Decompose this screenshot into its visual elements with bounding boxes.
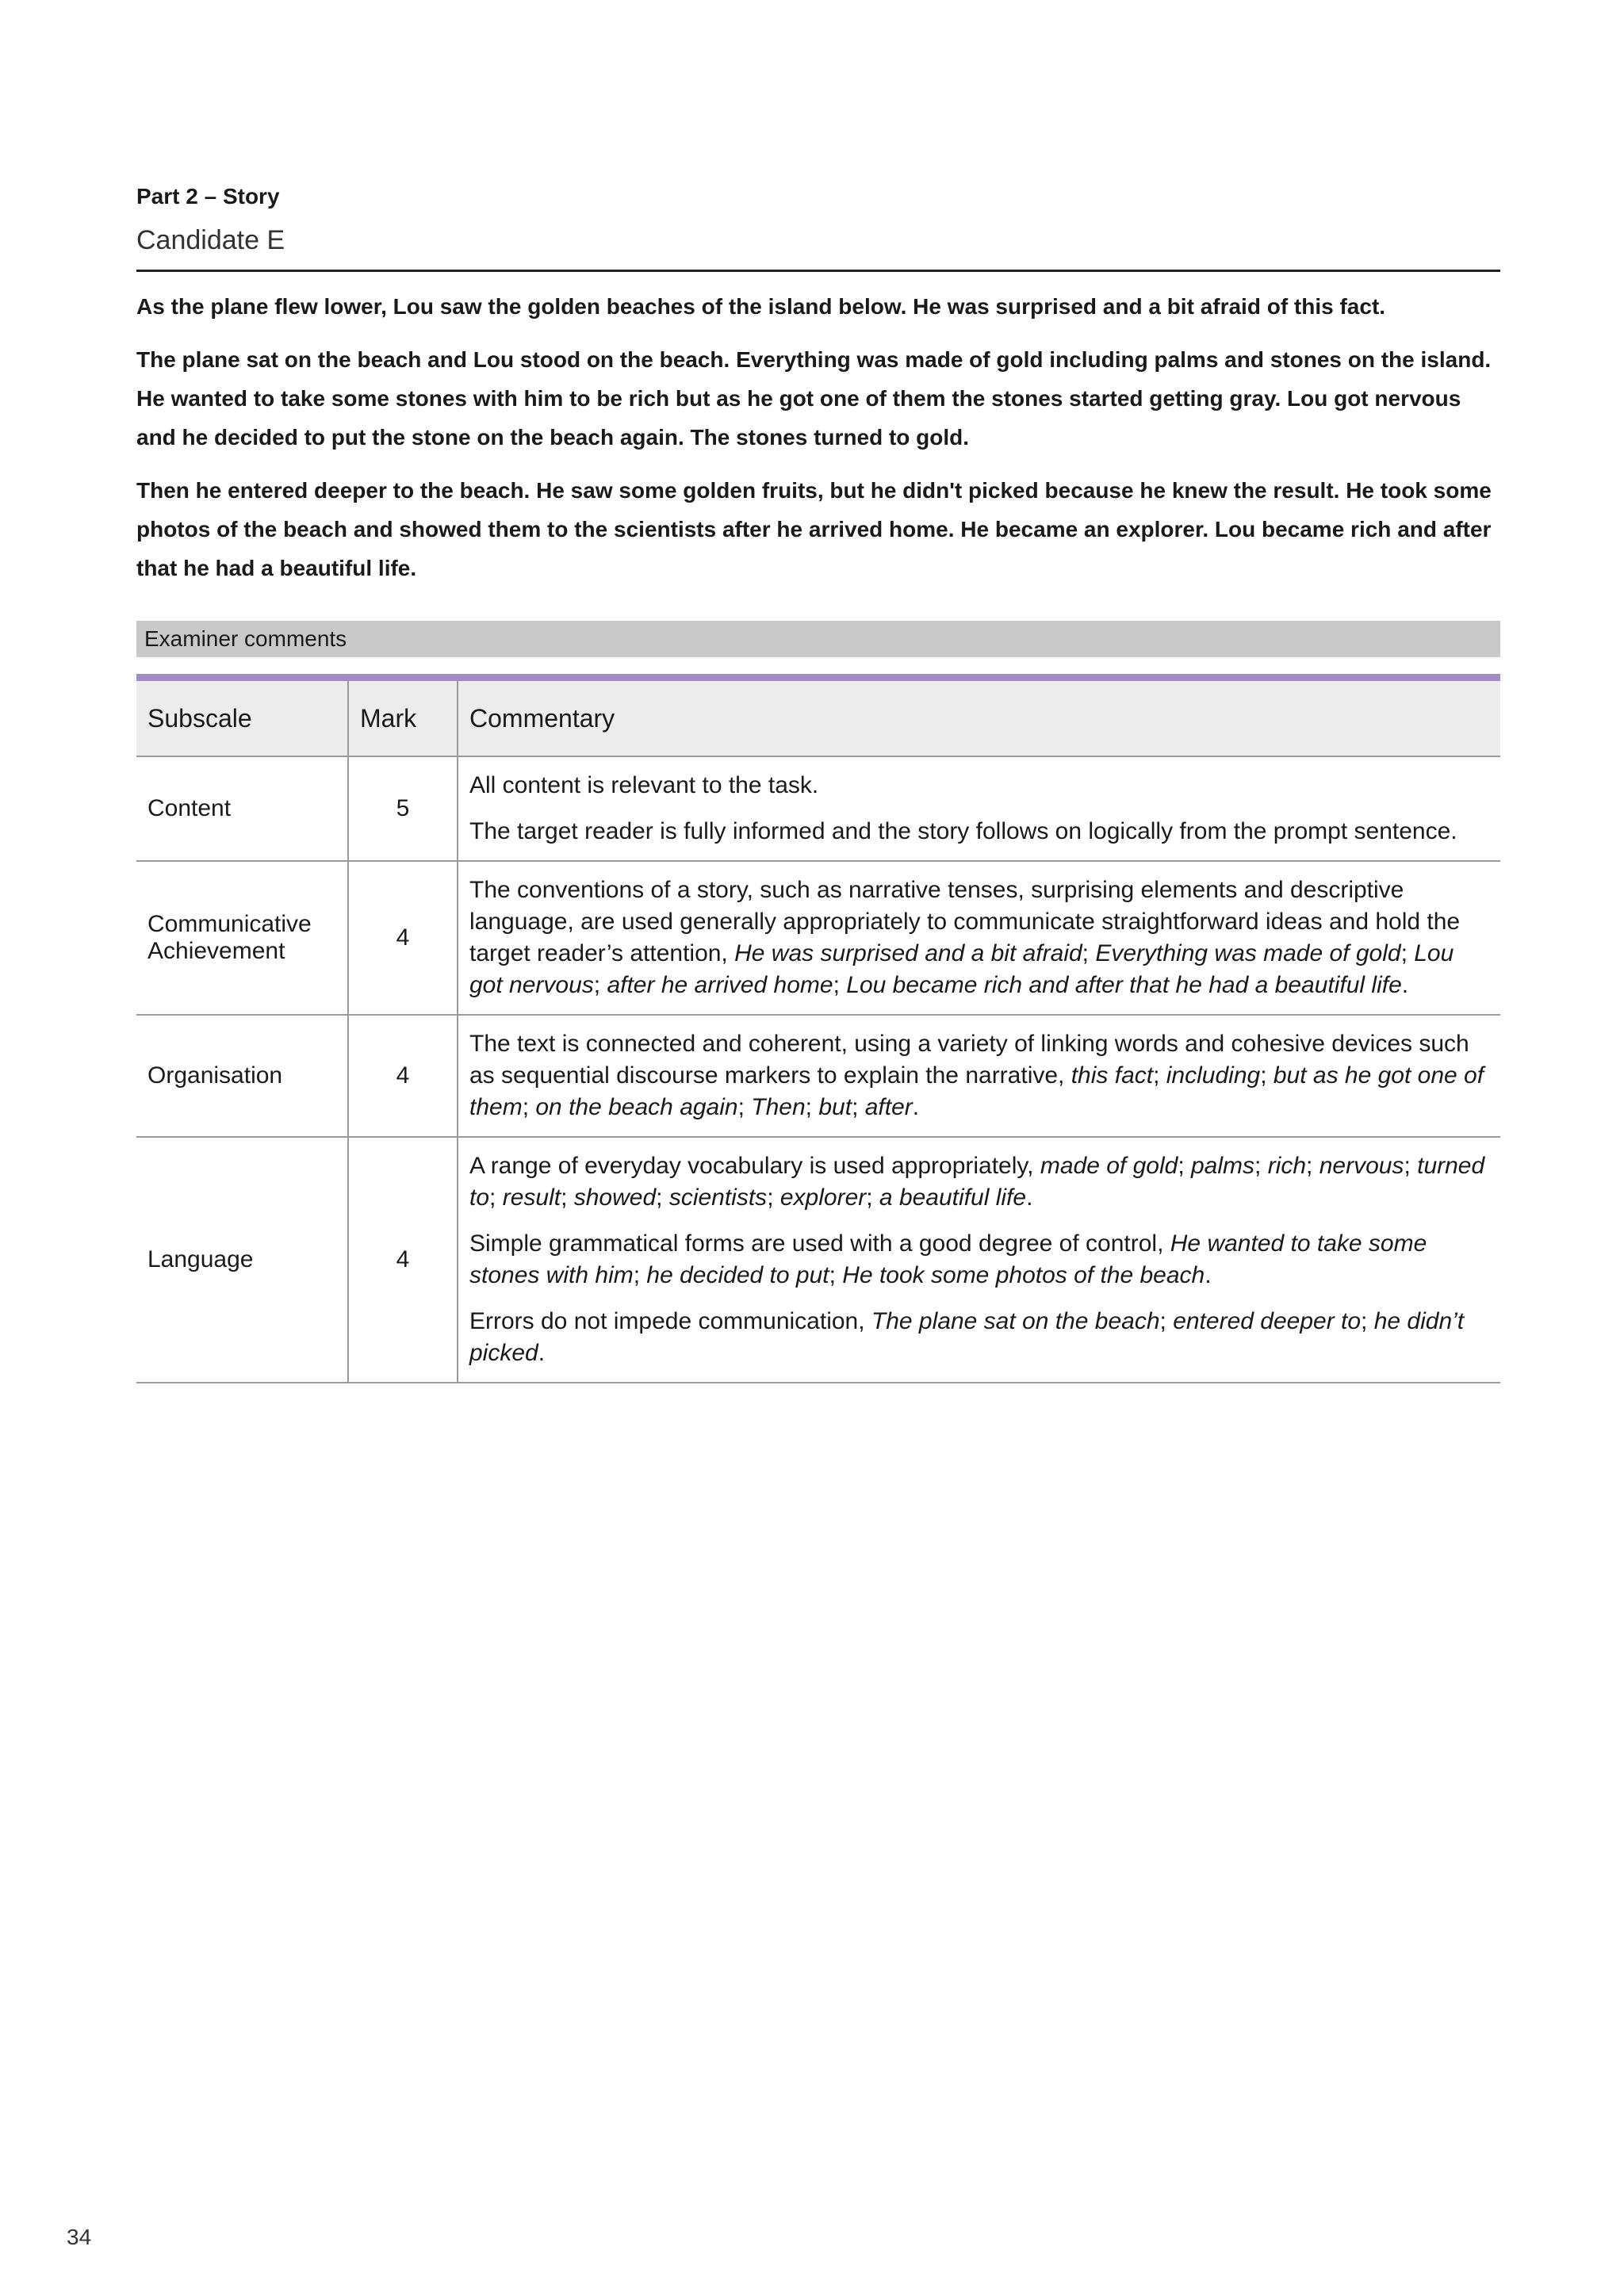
story-paragraph: The plane sat on the beach and Lou stood on the beach. Everything was made of gold including palms and stones on the island. He wanted to take some stones with him to be rich but as he got one of them the stones started getting gray. Lou got nervous and he decided to put the stone on the beach again. The stones turned to gold.	[136, 347, 1492, 450]
commentary-text: .	[1205, 1262, 1212, 1288]
commentary-text: .	[912, 1094, 920, 1120]
examiner-comments-table	[136, 674, 1500, 1383]
mark-cell: 5	[348, 756, 458, 861]
quoted-example: but as he got one of them	[469, 1062, 1484, 1120]
quoted-example: Everything was made of gold	[1095, 940, 1401, 966]
quoted-example: turned to	[469, 1153, 1485, 1211]
quoted-example: He was surprised and a bit afraid	[734, 940, 1082, 966]
mark-cell: 4	[348, 861, 458, 1015]
candidate-heading: Candidate E	[136, 225, 285, 255]
commentary-paragraph	[469, 1028, 1489, 1123]
quoted-example: he didn’t picked	[469, 1308, 1465, 1366]
commentary-cell	[458, 1137, 1500, 1383]
story-paragraph: As the plane flew lower, Lou saw the golden beaches of the island below. He was surprised and a bit afraid of this fact.	[136, 294, 1386, 319]
mark-cell: 4	[348, 1137, 458, 1383]
commentary-cell	[458, 756, 1500, 861]
commentary-text: ;	[593, 972, 607, 998]
commentary-cell	[458, 1015, 1500, 1137]
subscale-cell: Content	[136, 756, 348, 861]
commentary-text: ;	[1178, 1153, 1191, 1179]
story-paragraph: Then he entered deeper to the beach. He saw some golden fruits, but he didn't picked because he knew the result. He took some photos of the beach and showed them to the scientists after he arrived home. He became an explorer. Lou became rich and after that he had a beautiful life.	[136, 478, 1492, 580]
commentary-paragraph	[469, 816, 1489, 848]
quoted-example: a beautiful life	[879, 1184, 1027, 1211]
table-row	[136, 861, 1500, 1015]
commentary-text: The target reader is fully informed and the story follows on logically from the prompt sentence.	[469, 818, 1457, 844]
commentary-text: ;	[829, 1262, 843, 1288]
commentary-paragraph	[469, 1228, 1489, 1292]
commentary-text: ;	[656, 1184, 669, 1211]
commentary-text: ;	[833, 972, 847, 998]
mark-header: Mark	[348, 678, 458, 757]
quoted-example: Lou became rich and after that he had a beautiful life	[846, 972, 1402, 998]
heading-divider	[136, 270, 1500, 272]
commentary-text: ;	[1306, 1153, 1320, 1179]
table-body	[136, 756, 1500, 1383]
quoted-example: rich	[1267, 1153, 1307, 1179]
commentary-paragraph	[469, 874, 1489, 1001]
commentary-paragraph	[469, 1150, 1489, 1214]
quoted-example: he decided to put	[646, 1262, 829, 1288]
quoted-example: explorer	[779, 1184, 867, 1211]
subscale-header: Subscale	[136, 678, 348, 757]
commentary-text: ;	[633, 1262, 647, 1288]
commentary-text: ;	[767, 1184, 780, 1211]
commentary-text: The conventions of a story, such as narrative tenses, surprising elements and descriptive language, are used generally appropriately to communicate straightforward ideas and hold the target reader’s attention,	[469, 877, 1461, 966]
quoted-example: showed	[573, 1184, 657, 1211]
commentary-text: ;	[489, 1184, 503, 1211]
subscale-cell: Organisation	[136, 1015, 348, 1137]
commentary-text: ;	[1361, 1308, 1374, 1334]
quoted-example: The plane sat on the beach	[871, 1308, 1160, 1334]
quoted-example: Then	[751, 1094, 806, 1120]
commentary-text: ;	[1254, 1153, 1268, 1179]
commentary-text: .	[1026, 1184, 1033, 1211]
candidate-story	[136, 287, 1500, 602]
quoted-example: nervous	[1319, 1153, 1404, 1179]
commentary-text: ;	[1082, 940, 1096, 966]
quoted-example: result	[502, 1184, 561, 1211]
quoted-example: after he arrived home	[607, 972, 833, 998]
table-row	[136, 1015, 1500, 1137]
quoted-example: on the beach again	[535, 1094, 738, 1120]
commentary-text: ;	[805, 1094, 819, 1120]
commentary-text: A range of everyday vocabulary is used appropriately,	[469, 1153, 1040, 1179]
commentary-text: Simple grammatical forms are used with a good degree of control,	[469, 1230, 1170, 1257]
commentary-text: ;	[1159, 1308, 1174, 1334]
commentary-text: ;	[1260, 1062, 1274, 1089]
commentary-text: All content is relevant to the task.	[469, 772, 819, 798]
quoted-example: but	[818, 1094, 852, 1120]
quoted-example: this fact	[1071, 1062, 1154, 1089]
commentary-text: ;	[1400, 940, 1415, 966]
subscale-cell: Language	[136, 1137, 348, 1383]
subscale-cell: Communicative Achievement	[136, 861, 348, 1015]
quoted-example: Lou got nervous	[469, 940, 1454, 998]
commentary-text: ;	[1153, 1062, 1166, 1089]
table-header-row	[136, 678, 1500, 757]
commentary-text: ;	[866, 1184, 879, 1211]
examiner-comments-bar: Examiner comments	[136, 621, 1500, 657]
page-number: 34	[67, 2225, 92, 2249]
part-title: Part 2 – Story	[136, 184, 280, 209]
commentary-text: ;	[737, 1094, 752, 1120]
commentary-cell	[458, 861, 1500, 1015]
commentary-paragraph	[469, 1306, 1489, 1369]
commentary-text: ;	[522, 1094, 536, 1120]
commentary-text: ;	[1404, 1153, 1418, 1179]
commentary-paragraph	[469, 770, 1489, 802]
table-row	[136, 756, 1500, 861]
commentary-text: The text is connected and coherent, using a variety of linking words and cohesive devices such as sequential discourse markers to explain the narrative,	[469, 1031, 1469, 1089]
commentary-text: .	[1401, 972, 1409, 998]
mark-cell: 4	[348, 1015, 458, 1137]
table-row	[136, 1137, 1500, 1383]
quoted-example: palms	[1190, 1153, 1255, 1179]
commentary-text: ;	[561, 1184, 574, 1211]
commentary-text: .	[538, 1340, 546, 1366]
quoted-example: He wanted to take some stones with him	[469, 1230, 1427, 1288]
quoted-example: scientists	[668, 1184, 768, 1211]
quoted-example: He took some photos of the beach	[842, 1262, 1205, 1288]
commentary-text: ;	[852, 1094, 865, 1120]
quoted-example: including	[1166, 1062, 1261, 1089]
quoted-example: entered deeper to	[1173, 1308, 1362, 1334]
quoted-example: made of gold	[1040, 1153, 1178, 1179]
quoted-example: after	[864, 1094, 913, 1120]
commentary-header: Commentary	[458, 678, 1500, 757]
commentary-text: Errors do not impede communication,	[469, 1308, 871, 1334]
